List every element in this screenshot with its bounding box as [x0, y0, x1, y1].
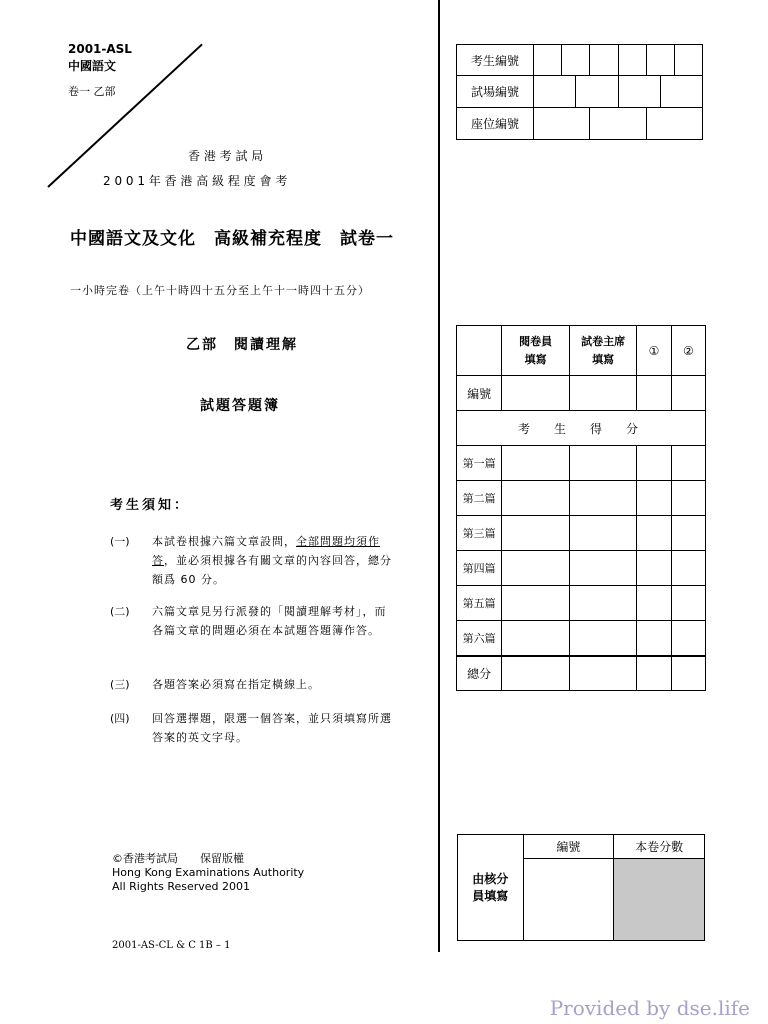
copyright-line: Hong Kong Examinations Authority: [112, 866, 305, 879]
exam-title: 2 0 0 1 年 香 港 高 級 程 度 會 考: [103, 174, 288, 188]
col2-number-cell[interactable]: [671, 376, 705, 411]
checker-table: [457, 834, 705, 941]
col1-number-cell[interactable]: [637, 376, 671, 411]
watermark: Provided by dse.life: [549, 996, 750, 1020]
paper-code: 2001-ASL: [68, 42, 132, 56]
instruction-text: [152, 532, 397, 589]
total-cell[interactable]: [637, 656, 671, 691]
instruction-text-pre: 本試卷根據六篇文章設問，: [152, 535, 296, 548]
score-cell[interactable]: [637, 516, 671, 551]
total-cell[interactable]: [502, 656, 570, 691]
chief-column-header: 試卷主席 填寫: [569, 326, 637, 376]
section-label: 第六篇: [457, 621, 502, 656]
column-2-header: ②: [671, 326, 705, 376]
score-cell[interactable]: [502, 551, 570, 586]
copyright-line: ©香港考試局 保留版權: [112, 852, 244, 865]
score-cell[interactable]: [671, 481, 705, 516]
copyright-block: [112, 852, 304, 894]
checker-side-label: 由核分員填寫: [458, 835, 524, 941]
section-label: 第二篇: [457, 481, 502, 516]
vertical-divider: [438, 0, 440, 952]
checker-number-cell[interactable]: [523, 859, 614, 941]
candidate-number-label: 考生編號: [457, 45, 534, 76]
score-cell[interactable]: [569, 586, 637, 621]
score-cell[interactable]: [671, 621, 705, 656]
instruction-text: 六篇文章見另行派發的「閱讀理解考材」，而各篇文章的問題必須在本試題答題簿作答。: [152, 605, 387, 637]
checker-number-header: 編號: [523, 835, 614, 859]
chief-number-cell[interactable]: [569, 376, 637, 411]
score-cell[interactable]: [502, 586, 570, 621]
seat-number-label: 座位編號: [457, 108, 534, 140]
score-cell[interactable]: [637, 586, 671, 621]
authority-name: 香 港 考 試 局: [188, 149, 264, 163]
total-label: 總分: [457, 656, 502, 691]
instruction-text: 各題答案必須寫在指定橫線上。: [152, 678, 320, 691]
checker-score-header: 本卷分數: [614, 835, 705, 859]
score-cell[interactable]: [502, 516, 570, 551]
candidate-info-table: [456, 44, 703, 140]
copyright-line: All Rights Reserved 2001: [112, 880, 251, 893]
score-cell[interactable]: [637, 551, 671, 586]
total-cell[interactable]: [569, 656, 637, 691]
section-title: 乙部 閱讀理解: [186, 337, 298, 353]
section-label: 第四篇: [457, 551, 502, 586]
score-cell[interactable]: [569, 551, 637, 586]
marker-number-cell[interactable]: [502, 376, 570, 411]
score-cell[interactable]: [671, 446, 705, 481]
centre-number-cells[interactable]: [534, 76, 703, 108]
score-cell[interactable]: [637, 481, 671, 516]
score-cell[interactable]: [569, 516, 637, 551]
booklet-title: 試題答題簿: [200, 398, 280, 414]
instruction-number: (四): [110, 712, 130, 725]
checker-score-cell: [614, 859, 705, 941]
score-cell[interactable]: [569, 446, 637, 481]
paper-part: 卷一 乙部: [68, 85, 116, 98]
section-label: 第五篇: [457, 586, 502, 621]
total-cell[interactable]: [671, 656, 705, 691]
score-cell[interactable]: [569, 621, 637, 656]
score-cell[interactable]: [502, 446, 570, 481]
marker-column-header: 閱卷員 填寫: [502, 326, 570, 376]
score-cell[interactable]: [671, 586, 705, 621]
centre-number-label: 試場編號: [457, 76, 534, 108]
score-cell[interactable]: [671, 551, 705, 586]
candidate-number-cells[interactable]: [534, 45, 703, 76]
main-title: 中國語文及文化 高級補充程度 試卷一: [70, 229, 394, 249]
score-cell[interactable]: [637, 446, 671, 481]
row-number-label: 編號: [457, 376, 502, 411]
seat-number-cells[interactable]: [534, 108, 703, 140]
subject-name: 中國語文: [68, 59, 117, 73]
instruction-text: 回答選擇題，限選一個答案，並只須填寫所選答案的英文字母。: [152, 712, 392, 744]
footer-code: 2001-AS-CL & C 1B – 1: [112, 940, 231, 951]
column-1-header: ①: [637, 326, 671, 376]
score-cell[interactable]: [569, 481, 637, 516]
score-cell[interactable]: [502, 621, 570, 656]
section-label: 第一篇: [457, 446, 502, 481]
instructions-heading: 考生須知：: [110, 498, 191, 513]
marks-table: [456, 325, 706, 691]
marks-corner-cell: [457, 326, 502, 376]
instruction-underlined: 全部問題均須作答: [152, 535, 380, 567]
score-cell[interactable]: [671, 516, 705, 551]
instruction-number: (二): [110, 605, 130, 618]
duration-text: 一小時完卷（上午十時四十五分至上午十一時四十五分）: [70, 284, 370, 297]
section-label: 第三篇: [457, 516, 502, 551]
instruction-number: (一): [110, 535, 130, 548]
instruction-number: (三): [110, 678, 130, 691]
score-cell[interactable]: [637, 621, 671, 656]
instruction-text-post: ，並必須根據各有關文章的內容回答，總分額爲 60 分。: [152, 554, 392, 586]
score-header: 考 生 得 分: [457, 411, 706, 446]
score-cell[interactable]: [502, 481, 570, 516]
